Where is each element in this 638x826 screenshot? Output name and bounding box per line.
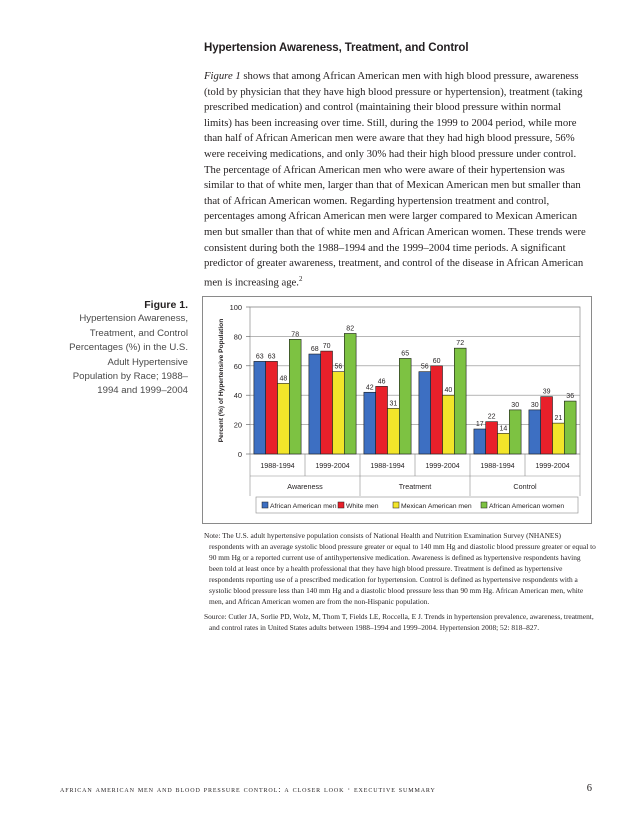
y-tick-label: 80 bbox=[233, 332, 242, 342]
legend-swatch bbox=[262, 502, 268, 508]
bar-value-label: 65 bbox=[401, 350, 410, 358]
bar bbox=[333, 372, 345, 454]
y-axis-label: Percent (%) of Hypertensive Population bbox=[218, 318, 225, 443]
legend-label: White men bbox=[346, 503, 379, 510]
bar bbox=[474, 429, 486, 454]
figure-notes bbox=[204, 530, 596, 633]
x-tick-label: 1988-1994 bbox=[370, 461, 405, 470]
bar-value-label: 56 bbox=[334, 363, 343, 371]
bar-value-label: 31 bbox=[389, 400, 398, 408]
bar bbox=[454, 348, 466, 454]
bar bbox=[376, 386, 388, 454]
chart-frame bbox=[202, 296, 592, 524]
x-tick-label: 1999-2004 bbox=[315, 461, 350, 470]
figure-reference: Figure 1 bbox=[204, 70, 241, 82]
x-tick-label: 1988-1994 bbox=[480, 461, 515, 470]
x-tick-label: 1988-1994 bbox=[260, 461, 295, 470]
legend-swatch bbox=[393, 502, 399, 508]
legend-label: African American women bbox=[489, 503, 565, 510]
bar-value-label: 78 bbox=[291, 331, 300, 339]
bar-chart bbox=[203, 297, 591, 523]
figure-caption bbox=[60, 298, 188, 399]
bar-value-label: 46 bbox=[377, 378, 386, 386]
bar-value-label: 21 bbox=[554, 415, 563, 423]
bar-value-label: 56 bbox=[420, 363, 429, 371]
bar bbox=[419, 372, 431, 454]
y-tick-label: 0 bbox=[237, 450, 242, 459]
figure-caption-text: Hypertension Awareness, Treatment, and Control Percentages (%) in the U.S. Adult Hypertensive Population by Race; 1988–1994 and 1999–2004 bbox=[69, 313, 188, 397]
bar-value-label: 72 bbox=[456, 340, 465, 348]
bar bbox=[344, 333, 356, 454]
bar bbox=[553, 423, 565, 454]
bar bbox=[289, 339, 301, 454]
footer-title: african american men and blood pressure control: a closer look · executive summary bbox=[60, 785, 436, 794]
x-tick-label: 1999-2004 bbox=[535, 461, 570, 470]
group-label: Treatment bbox=[398, 482, 432, 491]
y-tick-label: 20 bbox=[233, 420, 242, 430]
bar-value-label: 30 bbox=[530, 401, 539, 409]
legend-label: African American men bbox=[270, 503, 337, 510]
intro-paragraph bbox=[204, 69, 588, 291]
bar-value-label: 14 bbox=[499, 425, 508, 433]
bar-value-label: 36 bbox=[566, 393, 575, 401]
section-heading: Hypertension Awareness, Treatment, and Control bbox=[204, 42, 469, 54]
bar bbox=[486, 422, 498, 454]
bar bbox=[541, 397, 553, 454]
y-tick-label: 100 bbox=[229, 303, 242, 312]
bar bbox=[399, 358, 411, 454]
bar-value-label: 30 bbox=[511, 401, 520, 409]
bar bbox=[498, 433, 510, 454]
bar-value-label: 39 bbox=[542, 388, 551, 396]
bar-value-label: 17 bbox=[475, 421, 484, 429]
legend-swatch bbox=[481, 502, 487, 508]
bar bbox=[431, 366, 443, 454]
group-label: Control bbox=[513, 482, 537, 491]
bar bbox=[529, 410, 541, 454]
bar-value-label: 63 bbox=[267, 353, 276, 361]
bar-value-label: 40 bbox=[444, 387, 453, 395]
legend-swatch bbox=[338, 502, 344, 508]
bar-value-label: 63 bbox=[255, 353, 264, 361]
bar bbox=[564, 401, 576, 454]
bar-value-label: 82 bbox=[346, 325, 355, 333]
bar bbox=[388, 408, 400, 454]
bar bbox=[309, 354, 321, 454]
bar-value-label: 22 bbox=[487, 413, 496, 421]
note-paragraph: Note: The U.S. adult hypertensive population consists of National Health and Nutrition Examination Survey (NHANES) respondents with an average systolic blood pressure greater or equal to 140 mm Hg and diastolic blood pressure greater or equal to 90 mm Hg or a reported current use of antihypertensive medication. Awareness is defined as hypertensive respondents having been told at least once by a health professional that they have high blood pressure. Treatment is defined as hypertensive respondents reporting use of a prescribed medication for hypertension. Control is defined as hypertensive respondents with a systolic blood pressure less than 140 mm Hg and a diastolic blood pressure less than 90 mm Hg. African American men, white men, and African American women are from the non-Hispanic population. bbox=[204, 531, 596, 606]
bar bbox=[254, 361, 266, 454]
bar bbox=[321, 351, 333, 454]
figure-label: Figure 1. bbox=[144, 299, 188, 311]
intro-text: shows that among African American men with high blood pressure, awareness (told by physician that they have high blood pressure or hypertension), treatment (taking prescribed medication) and control (maintaining their blood pressure within normal limits) has been increasing over time. Still, during the 1999 to 2004 period, while more than half of African American men were aware that they had high blood pressure, 56% were receiving medications, and only 30% had their high blood pressure under control. The percentage of African American men who were aware of their hypertension was similar to that of white men, larger than that of Mexican American men but smaller than that of African American women. Regarding hypertension treatment and control, percentages among African American men were larger compared to Mexican American men but smaller than that of white men and African American women. These trends were consistent during both the 1988–1994 and the 1999–2004 time periods. A significant predictor of greater awareness, treatment, and control of the disease in African American men is increasing age. bbox=[204, 70, 586, 289]
citation-superscript: 2 bbox=[298, 274, 303, 283]
bar-value-label: 42 bbox=[365, 384, 374, 392]
source-paragraph: Source: Cutler JA, Sorlie PD, Wolz, M, Thom T, Fields LE, Roccella, E J. Trends in hypertension prevalence, awareness, treatment, and control rates in United States adults between 1988–1994 and 1999–2004. Hypertension 2008; 52: 818–827. bbox=[204, 612, 594, 632]
bar-value-label: 68 bbox=[310, 346, 319, 354]
group-label: Awareness bbox=[287, 482, 323, 491]
y-tick-label: 40 bbox=[233, 391, 242, 401]
bar-value-label: 48 bbox=[279, 375, 288, 383]
bar-value-label: 60 bbox=[432, 357, 441, 365]
page-number: 6 bbox=[586, 783, 592, 794]
bar bbox=[278, 383, 290, 454]
bar bbox=[509, 410, 521, 454]
y-tick-label: 60 bbox=[233, 361, 242, 371]
bar bbox=[364, 392, 376, 454]
legend-label: Mexican American men bbox=[401, 503, 472, 510]
bar-value-label: 70 bbox=[322, 343, 331, 351]
x-tick-label: 1999-2004 bbox=[425, 461, 460, 470]
bar bbox=[443, 395, 455, 454]
bar bbox=[266, 361, 278, 454]
